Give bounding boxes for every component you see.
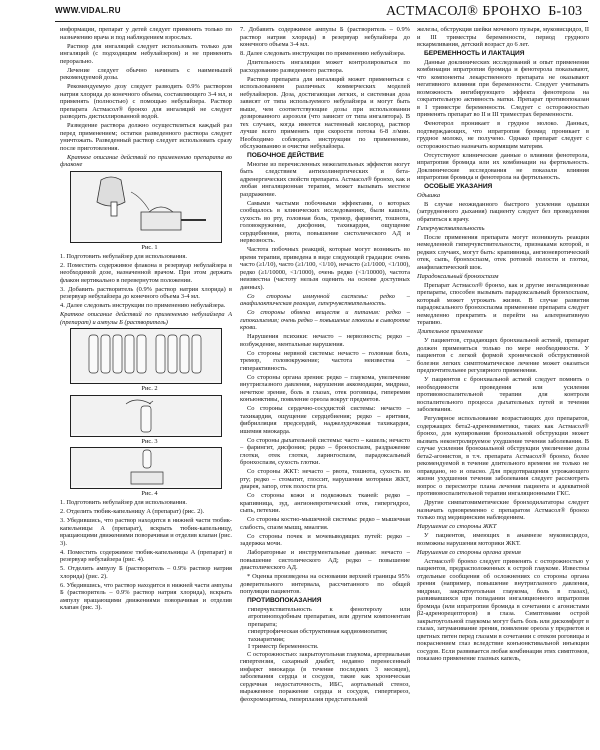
figure-vial-illustration xyxy=(70,171,222,243)
figure-fill-reservoir xyxy=(70,447,222,489)
column-1 xyxy=(60,26,232,742)
nebulizer-vial-drawing xyxy=(71,172,221,240)
drug-title: АСТМАСОЛ® БРОНХО xyxy=(386,4,542,19)
paragraph: После применения препарата могут возникнуть реакции немедленной гиперчувствительности, признаками которой, в редких случаях, могут быть: крапивница, ангионевротический отек, сыпь, бронхоспазм, отек ротовой полости и глотки, анафилактический шок. xyxy=(417,233,589,271)
italic-subheading: Краткое описание действий по применению препарата во флаконе xyxy=(60,153,232,168)
twist-open-drawing xyxy=(71,396,221,434)
paragraph: железы, обструкция шейки мочевого пузыря, муковисцидоз, II и III триместры беременности, период грудного вскармливания, детский возраст до 6 лет. xyxy=(417,26,589,48)
paragraph: Разведение раствора должно осуществляться каждый раз перед применением; остатки разведенного раствора следует уничтожать. Разведенный раствор следует использовать сразу после приготовления. xyxy=(60,122,232,152)
section-heading-contraindications: ПРОТИВОПОКАЗАНИЯ xyxy=(247,597,322,604)
paragraph: Лечение следует обычно начинать с наименьшей рекомендуемой дозы. xyxy=(60,66,232,81)
footnote: * Оценка произведена на основании верхней границы 95% доверительного интервала, рассчитанного по общей популяции пациентов. xyxy=(240,573,410,595)
paragraph: Препарат Астмасол® бронхо, как и другие ингаляционные препараты, способен вызывать парадоксальный бронхоспазм, который может угрожать жизни. В случае развития парадоксального бронхоспазма применение препарата следует немедленно прекратить и перейти на альтернативную терапию. xyxy=(417,281,589,326)
step: 2. Отделить тюбик-капельницу A (препарат) (рис. 2). xyxy=(60,508,205,515)
paragraph: С осторожностью: закрытоугольная глаукома, артериальная гипертензия, сахарный диабет, недавно перенесенный инфаркт миокарда (в течение последних 3 месяцев), заболевания сердца и сосудов, такие как хроническая сердечная недостаточность, ИБС, аортальный стеноз, выраженное поражение сердца и сосудов, гипертиреоз, феохромоцитома, гиперплазия предстательной xyxy=(240,650,410,703)
step: 4. Поместить содержимое тюбик-капельницы A (препарат) в резервуар небулайзера (рис. 4). xyxy=(60,548,232,563)
paragraph: Со стороны органа зрения: редко – глаукома, увеличение внутриглазного давления, нарушения аккомодации, мидриаз, нечеткое зрение, боль в глазах, отек роговицы, гиперемия конъюнктивы, появление ореола вокруг предметов. xyxy=(240,373,410,403)
subheading: Длительное применение xyxy=(417,328,483,335)
paragraph: Фенотерол проникает в грудное молоко. Данных, подтверждающих, что ипратропия бромид проникает в грудное молоко, не получено. Однако препарат следует с осторожностью назначать кормящим матерям. xyxy=(417,120,589,150)
column-2 xyxy=(240,26,410,742)
list-item: • гипертрофическая обструктивная кардиомиопатия; xyxy=(248,628,410,636)
figure-ampoules xyxy=(70,328,222,384)
paragraph: Со стороны кожи и подкожных тканей: редко – крапивница, зуд, ангионевротический отек, гипергидроз, сыпь, петехии. xyxy=(240,492,410,514)
column-3 xyxy=(417,26,589,742)
list-item: • тахиаритмия; xyxy=(248,636,410,644)
paragraph: Со стороны обмена веществ и питания: редко – гипокалиемия; очень редко – повышение глюкозы в сыворотке крови. xyxy=(240,309,410,331)
step: 7. Добавить содержимое ампулы Б (растворитель – 0.9% раствор натрия хлорида) в резервуар небулайзера до конечного объема 3-4 мл. xyxy=(240,26,410,48)
subheading: Нарушение со стороны ЖКТ xyxy=(417,523,497,530)
subheading: Гиперчувствительность xyxy=(417,224,485,232)
step: 3. Добавить растворитель (0.9% раствор натрия хлорида) в резервуар небулайзера до конечного объема 3-4 мл. xyxy=(60,285,232,300)
paragraph: Астмасол® бронхо следует применять с осторожностью у пациентов, предрасположенных к острой глаукоме. Известны отдельные сообщения об осложнениях со стороны органа зрения (например, повышение внутриглазного давления, мидриаз, закрытоугольная глаукома, боль в глазах), развивавшихся при попадании ингаляционного ипратропия бромида (или ипратропия бромида в сочетании с агонистами β2-адренорецепторов) в глаза. Симптомами острой закрытоугольной глаукомы могут быть боль или дискомфорт в глазах, затуманивание зрения, появление ореола у предметов и цветных пятен перед глазами в сочетании с отеком роговицы и покраснением глаз вследствие конъюнктивальной инъекции сосудов. Если развивается любая комбинация этих симптомов, показано применение глазных капель, xyxy=(417,557,589,662)
paragraph: Лабораторные и инструментальные данные: нечасто – повышение систолического АД; редко – повышение диастолического АД. xyxy=(240,549,410,571)
paragraph: Длительность ингаляции может контролироваться по расходованию разведенного раствора. xyxy=(240,59,410,74)
step: 1. Подготовить небулайзер для использования. xyxy=(60,499,187,506)
paragraph: Рекомендуемую дозу следует разводить 0.9% раствором натрия хлорида до конечного объема, составляющего 3-4 мл, и применять (полностью) с помощью небулайзера. Раствор препарата Астмасол® бронхо для ингаляций не следует разводить дистиллированной водой. xyxy=(60,83,232,120)
section-heading-side-effects: ПОБОЧНОЕ ДЕЙСТВИЕ xyxy=(247,152,324,159)
paragraph: Со стороны дыхательной системы: часто – кашель; нечасто – фарингит, дисфония; редко – бронхоспазм, раздражение глотки, отек глотки, ларингоспазм, парадоксальный бронхоспазм, сухость глотки. xyxy=(240,436,410,466)
step: 1. Подготовить небулайзер для использования. xyxy=(60,252,187,260)
step: 4. Далее следовать инструкции по применению небулайзера. xyxy=(60,302,226,309)
paragraph: Данные доклинических исследований и опыт применения комбинации ипратропия бромида и фенотерола показывают, что компоненты лекарственного препарата не оказывают негативного влияния при беременности. Следует учитывать возможность ингибирующего эффекта фенотерола на сократительную активность матки. Препарат противопоказан в I триместре беременности. Следует с осторожностью применять препарат во II и III триместрах беременности. xyxy=(417,58,589,118)
subheading: Нарушения со стороны органа зрения xyxy=(417,548,521,556)
paragraph: Со стороны нервной системы: нечасто – головная боль, тремор, головокружение; частота неизвестна – гиперактивность. xyxy=(240,349,410,372)
paragraph: Со стороны костно-мышечной системы: редко – мышечная слабость, спазм мышц, миалгия. xyxy=(240,516,410,531)
step: 8. Далее следовать инструкции по применению небулайзера. xyxy=(240,50,406,57)
figure-caption: Рис. 1 xyxy=(141,243,158,251)
paragraph: Раствор препарата для ингаляций может применяться с использованием различных коммерческих моделей небулайзеров. Доза, достигающая легких, и системная доза зависят от типа используемого небулайзера и могут быть выше, чем соответствующие дозы при использовании дозированного аэрозоля (что зависит от типа ингалятора). В тех случаях, когда имеется настенный кислород, раствор лучше всего применять при скорости потока 6-8 л/мин. Необходимо соблюдать инструкции по применению, обслуживанию и очистке небулайзера. xyxy=(240,75,410,150)
figure-caption: Рис. 4 xyxy=(141,490,158,497)
paragraph: Со стороны иммунной системы: редко – анафилактическая реакция, гиперчувствительность. xyxy=(240,292,410,307)
contraindications-list xyxy=(240,606,410,651)
paragraph: Частота побочных реакций, которые могут возникать во время терапии, приведена в виде следующей градации: очень часто (≥1/10), часто (≥1/100, <1/10), нечасто (≥1/1000, <1/100), редко (≥1/10000, <1/1000), очень редко (<1/10000), частота неизвестна (частоту нельзя оценить на основе доступных данных). xyxy=(240,246,410,291)
paragraph: информации, препарат у детей следует применять только по назначению врача и под наблюдением взрослых. xyxy=(60,26,232,41)
paragraph: У пациентов, страдающих бронхиальной астмой, препарат должен применяться только по мере необходимости. У пациентов с легкой формой хронической обструктивной болезни легких симптоматическое лечение может оказаться предпочтительнее регулярного применения. xyxy=(417,337,589,374)
paragraph: Другие симпатомиметические бронходилататоры следует назначать одновременно с препаратом Астмасол® бронхо только под медицинским наблюдением. xyxy=(417,499,589,521)
section-heading-special-notes: ОСОБЫЕ УКАЗАНИЯ xyxy=(424,183,493,190)
figure-caption: Рис. 2 xyxy=(141,385,158,392)
site-url[interactable]: WWW.VIDAL.RU xyxy=(55,6,121,15)
figure-twist-open xyxy=(70,395,222,437)
section-heading-pregnancy: БЕРЕМЕННОСТЬ И ЛАКТАЦИЯ xyxy=(424,50,525,57)
paragraph: Со стороны сердечно-сосудистой системы: нечасто – тахикардия, ощущение сердцебиения; редко – аритмия, фибрилляция предсердий, наджелудочковая тахикардия, ишемия миокарда. xyxy=(240,405,410,435)
header-rule xyxy=(55,21,588,22)
page-number: Б-103 xyxy=(548,4,582,19)
paragraph: Регулярное использование возрастающих доз препаратов, содержащих бета2-адреномиметики, таких как Астмасол® бронхо, для купирования бронхиальной обструкции может вызвать неконтролируемое ухудшение течения заболевания. В случае усиления бронхиальной обструкции увеличение дозы бета2-агонистов, в т.ч. препарата Астмасол® бронхо, более рекомендуемой в течение длительного времени не только не оправдано, но и опасно. Для предотвращения угрожающего жизни ухудшения течения заболевания следует рассмотреть вопрос о пересмотре плана лечения пациента и адекватной противовоспалительной терапии ингаляционными ГКС. xyxy=(417,415,589,497)
step: 3. Убедившись, что раствор находится в нижней части тюбик-капельницы A (препарат), вскрыть тюбик-капельницу, вращающими движениями поворачивая и отделив клапан (рис. 3). xyxy=(60,517,232,547)
ampoule-strip-drawing xyxy=(71,329,221,381)
paragraph: Отсутствуют клинические данные о влиянии фенотерола, ипратропия бромида или их комбинации на фертильность. Доклинические исследования не показали влияния ипратропия бромида и фенотерола на фертильность. xyxy=(417,151,589,181)
fill-reservoir-drawing xyxy=(71,448,221,486)
subheading: Парадоксальный бронхоспазм xyxy=(417,272,499,280)
list-item: • I триместр беременности. xyxy=(248,643,410,651)
paragraph: У пациентов, имеющих в анамнезе муковисцидоз, возможны нарушения моторики ЖКТ. xyxy=(417,532,589,547)
paragraph: У пациентов с бронхиальной астмой следует помнить о необходимости проведения или усиления противовоспалительной терапии для контроля воспалительного процесса дыхательных путей и течения заболевания. xyxy=(417,376,589,413)
step: 6. Убедившись, что раствор находится в нижней части ампулы Б (растворитель – 0.9% раствор натрия хлорида), вскрыть ампулу вращающими движениями поворачивая и отделив клапан (рис. 3). xyxy=(60,581,232,611)
list-item: • гиперчувствительность к фенотеролу или атропиноподобным препаратам, или другим компонентам препарата; xyxy=(248,606,410,629)
paragraph: Нарушения психики: нечасто – нервозность; редко – возбуждение, ментальные нарушения. xyxy=(240,333,410,348)
paragraph: Раствор для ингаляций следует использовать только для ингаляций (с подходящим небулайзером) и не применять перорально. xyxy=(60,42,232,65)
paragraph: Со стороны почек и мочевыводящих путей: редко – задержка мочи. xyxy=(240,532,410,547)
figure-caption: Рис. 3 xyxy=(141,437,158,445)
paragraph: Многие из перечисленных нежелательных эффектов могут быть следствием антихолинергических и бета-адренергических свойств препарата. Астмасол® бронхо, как и любая ингаляционная терапия, может вызывать местное раздражение. xyxy=(240,160,410,198)
paragraph: Самыми частыми побочными эффектами, о которых сообщалось в клинических исследованиях, были кашель, сухость во рту, головная боль, тремор, фарингит, тошнота, головокружение, дисфония, тахикардия, ощущение сердцебиения, рвота, повышение систолического АД и нервозность. xyxy=(240,199,410,244)
step: 5. Отделить ампулу Б (растворитель – 0.9% раствор натрия хлорида) (рис. 2). xyxy=(60,565,232,580)
paragraph: Со стороны ЖКТ: нечасто – рвота, тошнота, сухость во рту; редко – стоматит, глоссит, нарушения моторики ЖКТ, диарея, запор, отек полости рта. xyxy=(240,468,410,490)
paragraph: В случае неожиданного быстрого усиления одышки (затрудненного дыхания) пациенту следует без промедления обратиться к врачу. xyxy=(417,200,589,223)
step: 2. Поместить содержимое флакона в резервуар небулайзера в необходимой дозе, назначенной врачом. При этом держать флакон вертикально в перевернутом положении. xyxy=(60,261,232,284)
italic-subheading: Краткое описание действий по применению небулайзера A (препарат) и ампулы Б (растворитель) xyxy=(60,311,232,326)
page-header xyxy=(0,0,600,22)
subheading: Одышка xyxy=(417,191,441,199)
